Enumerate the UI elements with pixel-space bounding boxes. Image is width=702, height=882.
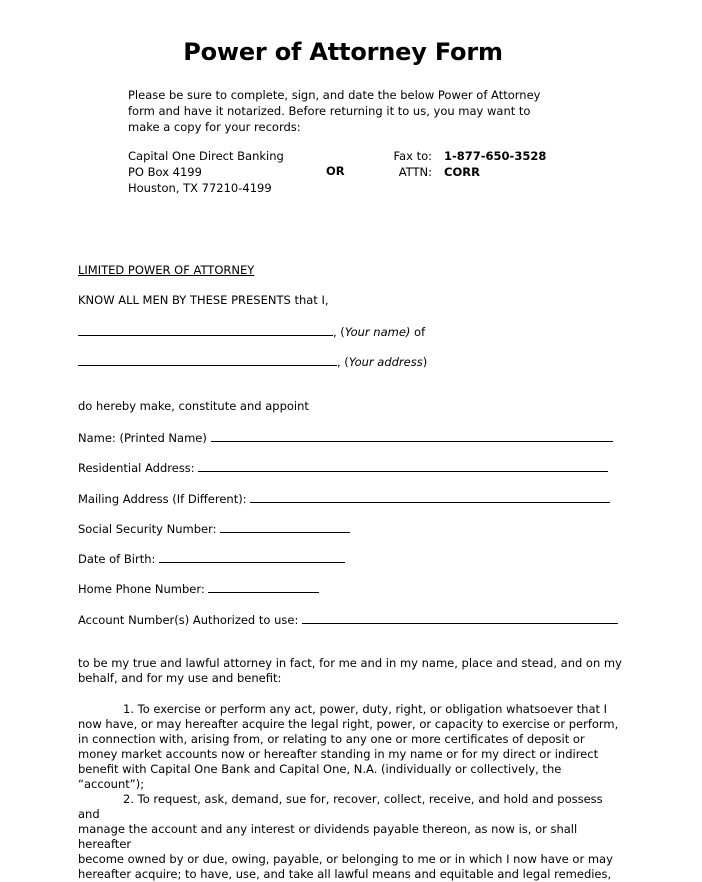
accounts-field[interactable] <box>302 611 618 624</box>
paragraph-line: benefit with Capital One Bank and Capital One, N.A. (individually or collectively, the “account”); <box>78 762 562 791</box>
fax-label: Fax to: <box>393 149 432 163</box>
mailing-field-row <box>78 490 610 507</box>
clause-2 <box>78 792 626 882</box>
paragraph-line: become owned by or due, owing, payable, or belonging to me or in which I now have or may <box>78 852 613 866</box>
fax-labels <box>380 148 432 180</box>
intro-line: form and have it notarized. Before returning it to us, you may want to <box>128 104 531 118</box>
section-heading: LIMITED POWER OF ATTORNEY <box>78 263 255 277</box>
phone-field[interactable] <box>208 580 319 593</box>
dob-field-label: Date of Birth: <box>78 552 156 566</box>
residential-address-field[interactable] <box>198 459 608 472</box>
your-name-line: , (Your name) of <box>78 323 425 340</box>
or-separator: OR <box>326 164 345 178</box>
residential-field-label: Residential Address: <box>78 461 195 475</box>
appoint-line: do hereby make, constitute and appoint <box>78 399 309 413</box>
intro-paragraph <box>128 87 548 135</box>
address-line: Capital One Direct Banking <box>128 149 284 163</box>
intro-line: Please be sure to complete, sign, and date the below Power of Attorney <box>128 88 541 102</box>
mailing-field-label: Mailing Address (If Different): <box>78 492 247 506</box>
phone-field-row <box>78 580 319 597</box>
fax-number: 1-877-650-3528 <box>444 149 547 163</box>
residential-field-row <box>78 459 608 476</box>
paragraph-line: now have, or may hereafter acquire the legal right, power, or capacity to exercise or perform, <box>78 717 619 731</box>
paragraph-line: to be my true and lawful attorney in fact, for me and in my name, place and stead, and on my <box>78 656 622 670</box>
name-field[interactable] <box>211 429 613 442</box>
ssn-field-label: Social Security Number: <box>78 522 217 536</box>
your-address-blank[interactable] <box>78 353 337 366</box>
name-field-label: Name: (Printed Name) <box>78 431 207 445</box>
accounts-field-row <box>78 611 618 628</box>
clause-1 <box>78 702 626 792</box>
paragraph-line: in connection with, arising from, or relating to any one or more certificates of deposit or <box>78 732 585 746</box>
intro-line: make a copy for your records: <box>128 120 301 134</box>
fax-values <box>444 148 546 180</box>
paragraph-line: 1. To exercise or perform any act, power, duty, right, or obligation whatsoever that I <box>123 702 608 716</box>
dob-field[interactable] <box>159 550 345 563</box>
paragraph-line: behalf, and for my use and benefit: <box>78 671 282 685</box>
your-address-label: Your address <box>348 355 423 369</box>
attn-label: ATTN: <box>398 165 432 179</box>
attn-value: CORR <box>444 165 480 179</box>
ssn-field-row <box>78 520 350 537</box>
know-all-line: KNOW ALL MEN BY THESE PRESENTS that I, <box>78 293 329 307</box>
page-title: Power of Attorney Form <box>183 38 503 66</box>
paragraph-line: hereafter acquire; to have, use, and take all lawful means and equitable and legal remedies, <box>78 867 612 881</box>
name-field-row <box>78 429 613 446</box>
mailing-address-block <box>128 148 328 196</box>
your-name-label: Your name) <box>344 325 411 339</box>
mailing-address-field[interactable] <box>250 490 610 503</box>
attorney-paragraph <box>78 656 626 686</box>
ssn-field[interactable] <box>220 520 350 533</box>
your-address-line: , (Your address) <box>78 353 427 370</box>
address-line: PO Box 4199 <box>128 165 202 179</box>
paragraph-line: money market accounts now or hereafter standing in my name or for my direct or indirect <box>78 747 599 761</box>
paragraph-line: 2. To request, ask, demand, sue for, recover, collect, receive, and hold and possess and <box>78 792 603 821</box>
address-line: Houston, TX 77210-4199 <box>128 181 272 195</box>
phone-field-label: Home Phone Number: <box>78 582 205 596</box>
your-name-blank[interactable] <box>78 323 333 336</box>
paragraph-line: manage the account and any interest or dividends payable thereon, as now is, or shall hereafter <box>78 822 578 851</box>
accounts-field-label: Account Number(s) Authorized to use: <box>78 613 299 627</box>
dob-field-row <box>78 550 345 567</box>
